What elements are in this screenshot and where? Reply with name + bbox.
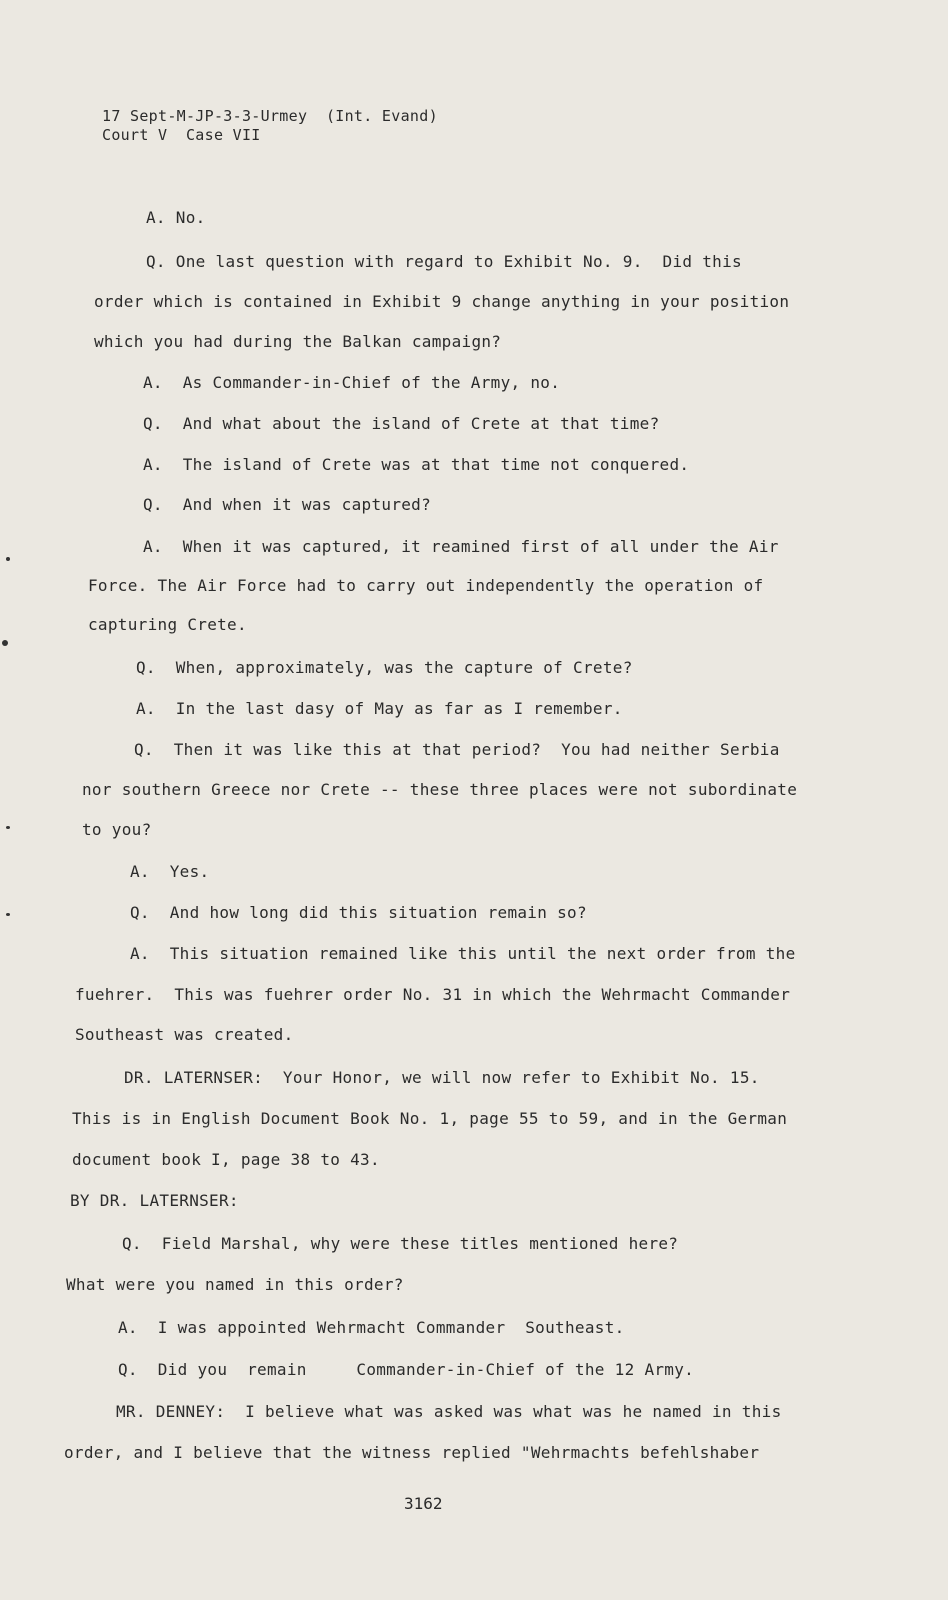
text-line: This is in English Document Book No. 1, page 55 to 59, and in the German xyxy=(72,1109,788,1128)
text-line: order which is contained in Exhibit 9 change anything in your position xyxy=(94,292,790,311)
text-line: A. This situation remained like this until the next order from the xyxy=(130,944,796,963)
margin-dot xyxy=(6,557,10,561)
text-line: to you? xyxy=(82,820,152,839)
text-line: Q. One last question with regard to Exhibit No. 9. Did this xyxy=(146,252,742,271)
text-line: Q. And when it was captured? xyxy=(143,495,432,514)
text-line: A. When it was captured, it reamined first of all under the Air xyxy=(143,537,779,556)
text-line: Q. When, approximately, was the capture of Crete? xyxy=(136,658,633,677)
page-number: 3162 xyxy=(404,1494,443,1513)
text-line: document book I, page 38 to 43. xyxy=(72,1150,380,1169)
text-line: Q. And what about the island of Crete at that time? xyxy=(143,414,660,433)
header-line-2: Court V Case VII xyxy=(102,126,261,144)
text-line: Q. Did you remain Commander-in-Chief of the 12 Army. xyxy=(118,1360,695,1379)
text-line: Force. The Air Force had to carry out independently the operation of xyxy=(88,576,764,595)
section-heading: BY DR. LATERNSER: xyxy=(70,1191,239,1210)
margin-dot xyxy=(6,826,10,829)
text-line: A. No. xyxy=(146,208,206,227)
text-line: Q. Field Marshal, why were these titles mentioned here? xyxy=(122,1234,679,1253)
text-line: fuehrer. This was fuehrer order No. 31 in which the Wehrmacht Commander xyxy=(75,985,791,1004)
text-line: A. As Commander-in-Chief of the Army, no. xyxy=(143,373,561,392)
text-line: nor southern Greece nor Crete -- these three places were not subordinate xyxy=(82,780,798,799)
text-line: A. The island of Crete was at that time not conquered. xyxy=(143,455,690,474)
text-line: Q. And how long did this situation remain so? xyxy=(130,903,587,922)
text-line: Q. Then it was like this at that period? You had neither Serbia xyxy=(134,740,780,759)
text-line: What were you named in this order? xyxy=(66,1275,404,1294)
text-line: DR. LATERNSER: Your Honor, we will now refer to Exhibit No. 15. xyxy=(124,1068,760,1087)
header-line-1: 17 Sept-M-JP-3-3-Urmey (Int. Evand) xyxy=(102,107,438,125)
margin-dot xyxy=(6,913,10,916)
margin-dot xyxy=(2,640,8,646)
text-line: A. In the last dasy of May as far as I remember. xyxy=(136,699,623,718)
text-line: which you had during the Balkan campaign? xyxy=(94,332,502,351)
text-line: A. Yes. xyxy=(130,862,210,881)
text-line: MR. DENNEY: I believe what was asked was what was he named in this xyxy=(116,1402,782,1421)
text-line: Southeast was created. xyxy=(75,1025,294,1044)
text-line: A. I was appointed Wehrmacht Commander Southeast. xyxy=(118,1318,625,1337)
text-line: capturing Crete. xyxy=(88,615,247,634)
text-line: order, and I believe that the witness replied "Wehrmachts befehlshaber xyxy=(64,1443,760,1462)
